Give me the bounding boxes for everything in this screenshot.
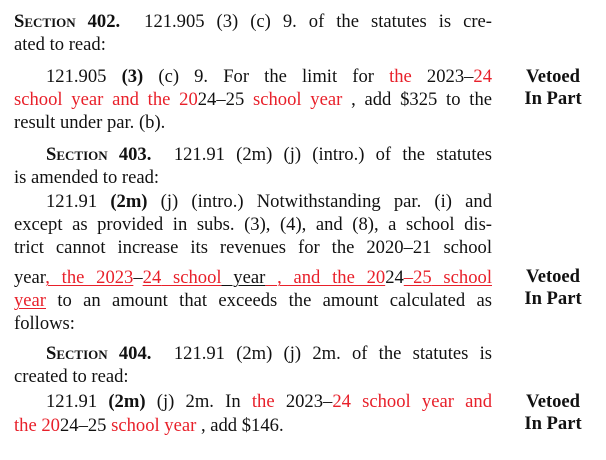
section-404-heading-line [46, 342, 492, 365]
section-404-intro-line2 [14, 365, 492, 388]
section-403-intro-line2 [14, 166, 492, 189]
section-403-year-word: year [14, 267, 46, 288]
inserted-text: school year [111, 415, 197, 436]
inserted-text: year [14, 290, 46, 311]
inserted-text: school year and the 20 [14, 89, 198, 110]
section-403-text-line6 [14, 312, 492, 335]
section-404-ref: 121.91 [46, 391, 109, 412]
section-403-ref: 121.91 [46, 191, 111, 212]
section-403-intro-cont: is amended to read: [14, 167, 160, 188]
section-404-text-line1 [46, 390, 492, 413]
inserted-text: school [161, 267, 222, 288]
inserted-text: the [251, 391, 275, 412]
inserted-text: –25 [403, 267, 432, 288]
section-403-text: except as provided in subs. (3), (4), and (8), a school dis- [14, 214, 492, 235]
veto-note-line1: Vetoed [525, 391, 581, 412]
section-403-text-line1 [46, 190, 492, 213]
veto-note [508, 266, 598, 310]
inserted-text: 24 [142, 267, 162, 288]
section-403-text: to an amount that exceeds the amount calculated as [46, 290, 492, 311]
section-402-amount: , add $325 to the [342, 89, 492, 110]
section-402-ref: 121.905 [46, 66, 122, 87]
inserted-text: the [389, 66, 412, 87]
section-403-text-line5 [14, 289, 492, 312]
section-402-text-line2 [14, 88, 492, 111]
section-404-ref-rest: (j) 2m. In [145, 391, 252, 412]
section-402-heading-line [14, 10, 492, 33]
section-403-intro: 121.91 (2m) (j) (intro.) of the statutes [173, 144, 492, 165]
section-403-text: trict cannot increase its revenues for the 2020–21 school [14, 237, 492, 258]
section-402-text-line1 [46, 65, 492, 88]
veto-note-line2: In Part [524, 288, 582, 309]
section-402-intro: 121.905 (3) (c) 9. of the statutes is cre- [144, 11, 492, 32]
inserted-text: the 20 [14, 415, 60, 436]
section-402-intro-cont: ated to read: [14, 34, 106, 55]
veto-note-line2: In Part [524, 413, 582, 434]
section-404-amount: , add $146. [196, 415, 284, 436]
section-402-text-line3 [14, 111, 492, 134]
veto-note-line1: Vetoed [525, 66, 581, 87]
section-402-ref-rest: (c) 9. For the limit for [143, 66, 390, 87]
veto-note-line1: Vetoed [525, 266, 581, 287]
inserted-text: , the 2023 [45, 267, 134, 288]
veto-note-line2: In Part [524, 88, 582, 109]
section-404-year: 2023– [274, 391, 333, 412]
section-403-text-line2 [14, 213, 492, 236]
inserted-text: , and the 20 [265, 267, 386, 288]
section-403-text-end: follows: [14, 313, 75, 334]
inserted-text: 24 [473, 66, 492, 87]
inserted-text: school [431, 267, 492, 288]
section-404-label: Section 404. [46, 343, 152, 364]
section-403-heading-line [46, 143, 492, 166]
section-402-intro-line2 [14, 33, 492, 56]
section-403-label: Section 403. [46, 144, 152, 165]
veto-note [508, 391, 598, 435]
section-402-year: 2023– [411, 66, 474, 87]
section-404-intro: 121.91 (2m) (j) 2m. of the statutes is [173, 343, 492, 364]
section-404-ref-bold: (2m) [108, 391, 146, 412]
section-402-year2: 24–25 [197, 89, 245, 110]
section-402-label: Section 402. [14, 11, 121, 32]
section-403-year-num: 24 [385, 267, 404, 288]
section-402-text-end: result under par. (b). [14, 112, 166, 133]
section-403-ref-bold: (2m) [110, 191, 148, 212]
section-403-text-line3 [14, 236, 492, 259]
section-404-year2: 24–25 [59, 415, 112, 436]
section-403-ref-rest: (j) (intro.) Notwithstanding par. (i) and [147, 191, 492, 212]
section-404-text-line2 [14, 414, 492, 437]
section-402-ref-bold: (3) [121, 66, 144, 87]
inserted-text: school year [244, 89, 343, 110]
underlined-text: year [221, 267, 266, 288]
veto-note [508, 66, 598, 110]
section-403-text-line4 [14, 266, 492, 289]
section-404-intro-cont: created to read: [14, 366, 129, 387]
inserted-text: 24 school year and [332, 391, 492, 412]
section-403-dash: – [133, 267, 143, 288]
